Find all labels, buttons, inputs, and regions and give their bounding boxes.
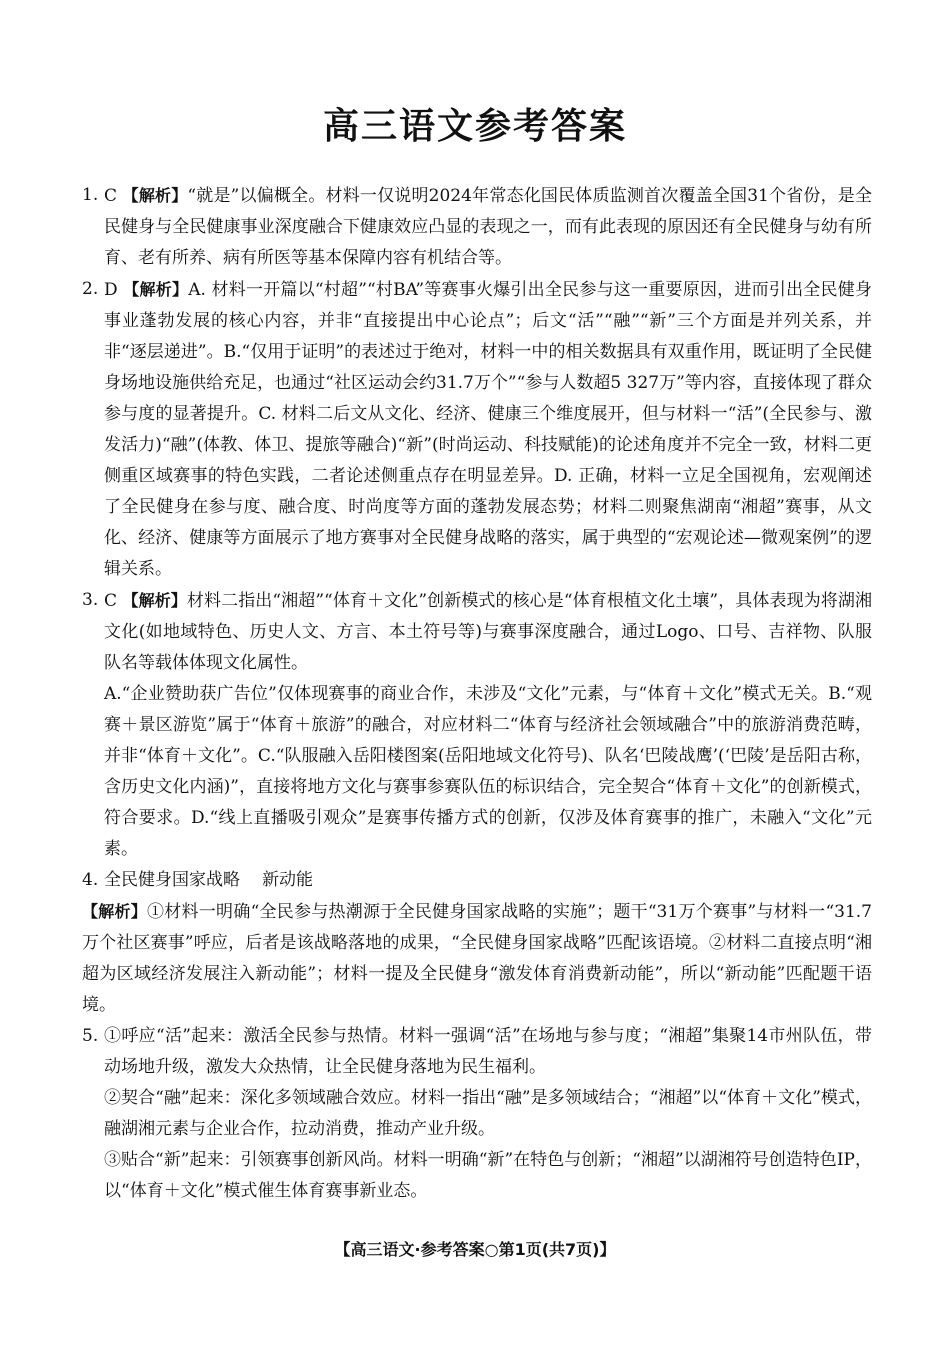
analysis-text: “就是”以偏概全。材料一仅说明2024年常态化国民体质监测首次覆盖全国31个省份，是全民健身与全民健康事业深度融合下健康效应凸显的表现之一，而有此表现的原因还有全民健身与幼有所育、老有所养、病有所医等基本保障内容有机结合等。 — [104, 186, 873, 268]
answer-letter: C — [104, 591, 118, 611]
question-2 — [82, 274, 872, 585]
options-analysis: A.“企业赞助获广告位”仅体现赛事的商业合作，未涉及“文化”元素，与“体育＋文化”模式无关。B.“观赛＋景区游览”属于“体育＋旅游”的融合，对应材料二“体育与经济社会领域融合”中的旅游消费范畴，并非“体育＋文化”。C.“队服融入岳阳楼图案(岳阳地域文化符号)、队名‘巴陵战鹰’(‘巴陵’是岳阳古称，含历史文化内涵)”，直接将地方文化与赛事参赛队伍的标识结合，完全契合“体育＋文化”的创新模式，符合要求。D.“线上直播吸引观众”是赛事传播方式的创新，仅涉及体育赛事的推广，未融入“文化”元素。 — [104, 684, 872, 859]
question-number: 1. — [82, 185, 99, 205]
page-footer: 【高三语文·参考答案○第1页(共7页)】 — [334, 1240, 616, 1259]
analysis-tag: 【解析】 — [123, 280, 189, 299]
point-1: ①呼应“活”起来：激活全民参与热情。材料一强调“活”在场地与参与度；“湘超”集聚14市州队伍，带动场地升级，激发大众热情，让全民健身落地为民生福利。 — [104, 1026, 872, 1077]
point-3: ③贴合“新”起来：引领赛事创新风尚。材料一明确“新”在特色与创新；“湘超”以湖湘符号创造特色IP，以“体育＋文化”模式催生体育赛事新业态。 — [104, 1150, 872, 1201]
analysis-text: A. 材料一开篇以“村超”“村BA”等赛事火爆引出全民参与这一重要原因，进而引出全民健身事业蓬勃发展的核心内容，并非“直接提出中心论点”；后文“活”“融”“新”三个方面是并列关系，并非“逐层递进”。B.“仅用于证明”的表述过于绝对，材料一中的相关数据具有双重作用，既证明了全民健身场地设施供给充足，也通过“社区运动会约31.7万个”“参与人数超5 327万”等内容，直接体现了群众参与度的显著提升。C. 材料二后文从文化、经济、健康三个维度展开，但与材料一“活”(全民参与、激发活力)“融”(体教、体卫、提旅等融合)“新”(时尚运动、科技赋能)的论述角度并不完全一致，材料二更侧重区域赛事的特色实践，二者论述侧重点存在明显差异。D. 正确，材料一立足全国视角，宏观阐述了全民健身在参与度、融合度、时尚度等方面的蓬勃发展态势；材料二则聚焦湖南“湘超”赛事，从文化、经济、健康等方面展示了地方赛事对全民健身战略的落实，属于典型的“宏观论述—微观案例”的逻辑关系。 — [104, 280, 872, 579]
analysis-tag: 【解析】 — [122, 591, 187, 610]
analysis-tag: 【解析】 — [122, 186, 188, 205]
question-number: 2. — [82, 279, 99, 299]
answer-blank-1: 全民健身国家战略 — [104, 870, 240, 890]
question-number: 5. — [82, 1026, 99, 1046]
question-4-analysis — [82, 896, 872, 1021]
question-number: 3. — [82, 590, 99, 610]
question-4 — [82, 865, 872, 896]
point-2: ②契合“融”起来：深化多领域融合效应。材料一指出“融”是多领域结合；“湘超”以“体育＋文化”模式，融湖湘元素与企业合作，拉动消费，推动产业升级。 — [104, 1088, 872, 1139]
analysis-text: ①材料一明确“全民参与热潮源于全民健身国家战略的实施”；题干“31万个赛事”与材料一“31.7万个社区赛事”呼应，后者是该战略落地的成果，“全民健身国家战略”匹配该语境。②材料二直接点明“湘超为区域经济发展注入新动能”；材料一提及全民健身“激发体育消费新动能”，所以“新动能”匹配题干语境。 — [82, 902, 872, 1015]
analysis-tag: 【解析】 — [82, 902, 148, 921]
answer-letter: D — [104, 280, 118, 300]
question-1 — [82, 180, 872, 274]
page-title: 高三语文参考答案 — [322, 106, 627, 147]
answer-letter: C — [104, 186, 118, 206]
question-5 — [82, 1021, 872, 1207]
analysis-text: 材料二指出“湘超”“体育＋文化”创新模式的核心是“体育根植文化土壤”，具体表现为将湖湘文化(如地域特色、历史人文、方言、本土符号等)与赛事深度融合，通过Logo、口号、吉祥物、队服队名等载体体现文化属性。 — [104, 591, 872, 673]
question-number: 4. — [82, 870, 99, 890]
question-3 — [82, 585, 872, 865]
answer-blank-2: 新动能 — [262, 870, 313, 890]
answer-content — [82, 180, 872, 1207]
